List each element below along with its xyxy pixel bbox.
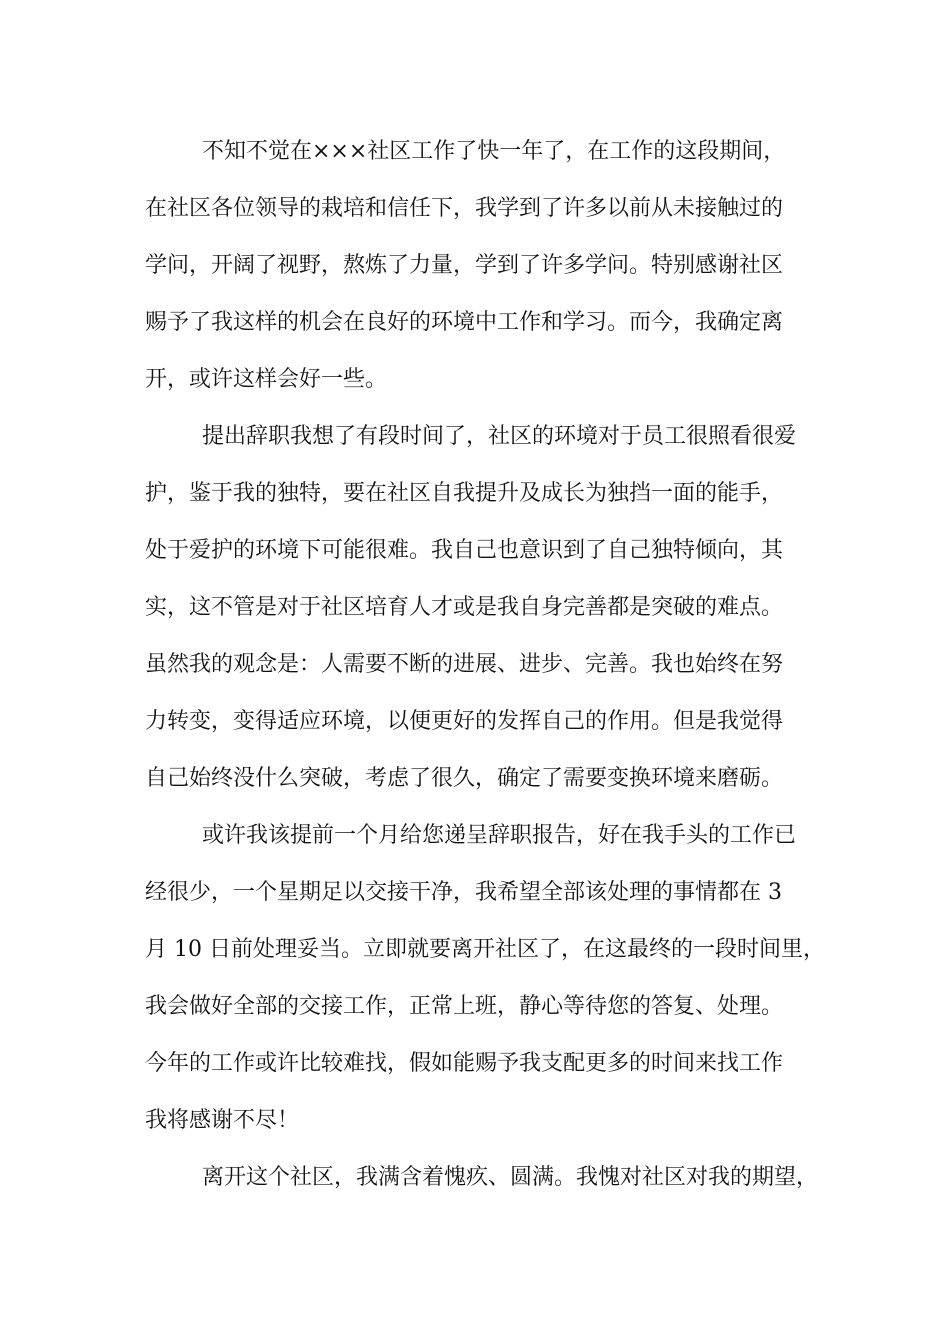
text-line bbox=[0, 702, 950, 742]
text-line-content: 或许我该提前一个月给您递呈辞职报告，好在我手头的工作已 bbox=[202, 823, 797, 848]
text-line bbox=[0, 303, 950, 343]
text-line bbox=[0, 816, 950, 856]
text-line bbox=[0, 531, 950, 571]
text-line-content: 赐予了我这样的机会在良好的环境中工作和学习。而今，我确定离 bbox=[145, 310, 784, 335]
text-line bbox=[0, 873, 950, 913]
text-line bbox=[0, 360, 950, 400]
text-line-content: 学问，开阔了视野，熬炼了力量，学到了许多学问。特别感谢社区 bbox=[145, 253, 784, 278]
text-line-content: 经很少，一个星期足以交接干净，我希望全部该处理的事情都在 3 bbox=[145, 880, 782, 905]
text-line-content: 开，或许这样会好一些。 bbox=[145, 367, 388, 392]
text-line-content: 提出辞职我想了有段时间了，社区的环境对于员工很照看很爱 bbox=[202, 424, 797, 449]
text-line-content: 实，这不管是对于社区培育人才或是我自身完善都是突破的难点。 bbox=[145, 595, 784, 620]
text-line bbox=[0, 132, 950, 172]
text-line-content: 月 10 日前处理妥当。立即就要离开社区了，在这最终的一段时间里， bbox=[145, 937, 825, 962]
text-line-content: 离开这个社区，我满含着愧疚、圆满。我愧对社区对我的期望， bbox=[202, 1165, 819, 1190]
text-line-content: 在社区各位领导的栽培和信任下，我学到了许多以前从未接触过的 bbox=[145, 196, 784, 221]
text-line bbox=[0, 246, 950, 286]
text-line-content: 自己始终没什么突破，考虑了很久，确定了需要变换环境来磨砺。 bbox=[145, 766, 784, 791]
text-line bbox=[0, 1101, 950, 1141]
text-line bbox=[0, 987, 950, 1027]
text-line bbox=[0, 759, 950, 799]
text-line bbox=[0, 474, 950, 514]
text-line-content: 处于爱护的环境下可能很难。我自己也意识到了自己独特倾向，其 bbox=[145, 538, 784, 563]
text-line bbox=[0, 1044, 950, 1084]
text-line bbox=[0, 1158, 950, 1198]
text-line-content: 护，鉴于我的独特，要在社区自我提升及成长为独挡一面的能手， bbox=[145, 481, 784, 506]
text-line-content: 力转变，变得适应环境，以便更好的发挥自己的作用。但是我觉得 bbox=[145, 709, 784, 734]
text-line-content: 虽然我的观念是：人需要不断的进展、进步、完善。我也始终在努 bbox=[145, 652, 784, 677]
text-line-content: 我将感谢不尽！ bbox=[145, 1108, 300, 1133]
text-line-content: 我会做好全部的交接工作，正常上班，静心等待您的答复、处理。 bbox=[145, 994, 784, 1019]
text-line bbox=[0, 588, 950, 628]
text-line bbox=[0, 645, 950, 685]
text-line bbox=[0, 417, 950, 457]
text-line-content: 今年的工作或许比较难找，假如能赐予我支配更多的时间来找工作 bbox=[145, 1051, 784, 1076]
text-line bbox=[0, 189, 950, 229]
text-line bbox=[0, 930, 950, 970]
text-line-content: 不知不觉在×××社区工作了快一年了，在工作的这段期间， bbox=[202, 139, 786, 164]
